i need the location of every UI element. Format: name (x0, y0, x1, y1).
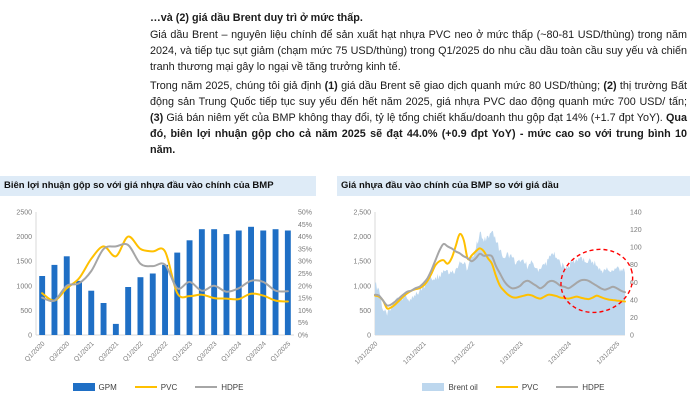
x-axis-tick: 1/31/2020 (353, 340, 380, 367)
brent-oil-area (375, 231, 625, 335)
gpm-bar (101, 303, 107, 335)
left-axis-tick: 1,000 (353, 283, 371, 291)
right-axis-tick: 15% (298, 295, 313, 303)
gpm-bar (162, 265, 168, 335)
intro-heading: …và (2) giá dầu Brent duy trì ở mức thấp. (150, 12, 363, 24)
x-axis-tick: Q1/2022 (121, 340, 145, 364)
right-axis-tick: 0% (298, 332, 309, 340)
gpm-bar (76, 281, 82, 335)
price-chart (337, 198, 690, 382)
left-axis-tick: 1500 (16, 258, 32, 266)
charts-row (0, 176, 690, 406)
legend-swatch (195, 386, 217, 389)
text-segment: Giá bán niêm yết của BMP không thay đổi, tỷ lệ tổng chiết khấu/doanh thu gộp đạt 14% (+1.7 đpt YoY). (163, 112, 666, 124)
gpm-bar (88, 291, 94, 335)
gpm-bar (113, 324, 119, 335)
right-axis-tick: 45% (298, 221, 313, 229)
x-axis-tick: Q3/2024 (244, 340, 268, 364)
gpm-bar (224, 234, 230, 335)
right-axis-tick: 40% (298, 234, 313, 242)
legend-item-pvc (496, 383, 538, 392)
right-axis-tick: 0 (630, 332, 634, 340)
x-axis-tick: 1/31/2021 (402, 340, 428, 367)
right-axis-tick: 20 (630, 314, 638, 322)
x-axis-tick: 1/31/2022 (450, 340, 477, 367)
legend-swatch (135, 386, 157, 389)
gpm-chart-title: Biên lợi nhuận gộp so với giá nhựa đầu vào chính của BMP (0, 176, 316, 196)
right-axis-tick: 10% (298, 307, 313, 315)
text-segment: Qua đó, biên lợi nhuận gộp cho cả năm 2025 sẽ đạt 44.0% (+0.9 đpt YoY) - mức cao so với trung bình 10 năm. (150, 112, 687, 156)
intro-paragraph-1: Giá dầu Brent – nguyên liệu chính để sản xuất hạt nhựa PVC neo ở mức thấp (~80-81 USD/thùng) trong năm 2024, và tiếp tục sụt giảm (chạm mức 75 USD/thùng) trong Q1/2025 do nhu cầu dầu toàn cầu suy yếu và chiến tranh thương mại gây lo ngại về tăng trưởng kinh tế. (150, 29, 687, 73)
text-segment: (1) (324, 80, 338, 92)
legend-item-pvc (135, 383, 177, 392)
gpm-chart (0, 198, 316, 382)
price-chart-legend (337, 380, 690, 394)
gpm-bar (64, 256, 70, 335)
gpm-bar (125, 287, 131, 335)
x-axis-tick: Q1/2020 (23, 340, 47, 364)
gpm-chart-legend (0, 380, 316, 394)
text-segment: Trong năm 2025, chúng tôi giả định (150, 80, 325, 92)
gpm-bar (199, 229, 205, 335)
intro-text-block (150, 10, 687, 161)
legend-item-brent-oil (422, 383, 477, 392)
legend-label: HDPE (221, 382, 244, 392)
gpm-bar (273, 229, 279, 335)
x-axis-tick: Q3/2021 (97, 340, 121, 364)
legend-label: GPM (98, 382, 117, 392)
legend-swatch (496, 386, 518, 389)
left-axis-tick: 0 (28, 332, 32, 340)
gpm-bar (138, 277, 144, 335)
right-axis-tick: 100 (630, 244, 642, 252)
text-segment: (2) (603, 80, 617, 92)
gpm-bar (39, 276, 45, 335)
right-axis-tick: 80 (630, 262, 638, 270)
left-axis-tick: 2000 (16, 234, 32, 242)
x-axis-tick: 1/31/2024 (547, 340, 573, 367)
left-axis-tick: 2500 (16, 209, 32, 217)
left-axis-tick: 2,500 (353, 209, 371, 217)
x-axis-tick: Q3/2020 (48, 340, 72, 364)
intro-paragraph-2 (150, 78, 687, 158)
left-axis-tick: 0 (367, 332, 371, 340)
gpm-bar (187, 240, 193, 335)
left-axis-tick: 500 (359, 307, 371, 315)
x-axis-tick: Q1/2023 (171, 340, 195, 364)
right-axis-tick: 35% (298, 246, 313, 254)
legend-label: Brent oil (448, 382, 478, 392)
x-axis-tick: Q1/2025 (269, 340, 293, 364)
right-axis-tick: 25% (298, 271, 313, 278)
gpm-bar (236, 231, 242, 336)
x-axis-tick: Q1/2021 (72, 340, 96, 364)
gpm-bar (150, 274, 156, 336)
gpm-chart-block (0, 176, 316, 394)
legend-label: HDPE (582, 382, 605, 392)
legend-swatch (73, 383, 95, 391)
left-axis-tick: 1,500 (353, 258, 371, 266)
legend-swatch (422, 383, 444, 391)
right-axis-tick: 30% (298, 258, 313, 266)
x-axis-tick: Q3/2022 (146, 340, 170, 364)
text-segment: (3) (150, 112, 164, 124)
gpm-bar (211, 229, 217, 335)
legend-label: PVC (521, 382, 539, 392)
x-axis-tick: Q3/2023 (195, 340, 219, 364)
right-axis-tick: 140 (630, 209, 642, 217)
text-segment: thị trường Bất động sản Trung Quốc tiếp tục suy yếu đến hết năm 2025, giá nhựa PVC dao động quanh mức 700 USD/ tấn; (150, 80, 687, 108)
gpm-bar (285, 231, 291, 336)
price-chart-block (337, 176, 690, 394)
left-axis-tick: 500 (20, 307, 32, 315)
legend-label: PVC (160, 382, 178, 392)
price-chart-title: Giá nhựa đầu vào chính của BMP so với giá dầu (337, 176, 690, 196)
left-axis-tick: 1000 (16, 283, 32, 291)
text-segment: giá dầu Brent sẽ giao dịch quanh mức 80 USD/thùng; (337, 80, 604, 92)
legend-item-gpm (73, 383, 117, 392)
x-axis-tick: 1/31/2023 (498, 340, 525, 367)
right-axis-tick: 5% (298, 320, 309, 328)
right-axis-tick: 40 (630, 297, 638, 305)
x-axis-tick: 1/31/2025 (595, 340, 622, 367)
left-axis-tick: 2,000 (353, 234, 371, 242)
legend-item-hdpe (556, 383, 604, 392)
right-axis-tick: 120 (630, 227, 642, 235)
legend-swatch (556, 386, 578, 389)
right-axis-tick: 20% (298, 283, 313, 291)
x-axis-tick: Q1/2024 (220, 340, 244, 364)
right-axis-tick: 60 (630, 279, 638, 287)
right-axis-tick: 50% (298, 209, 313, 217)
legend-item-hdpe (195, 383, 243, 392)
